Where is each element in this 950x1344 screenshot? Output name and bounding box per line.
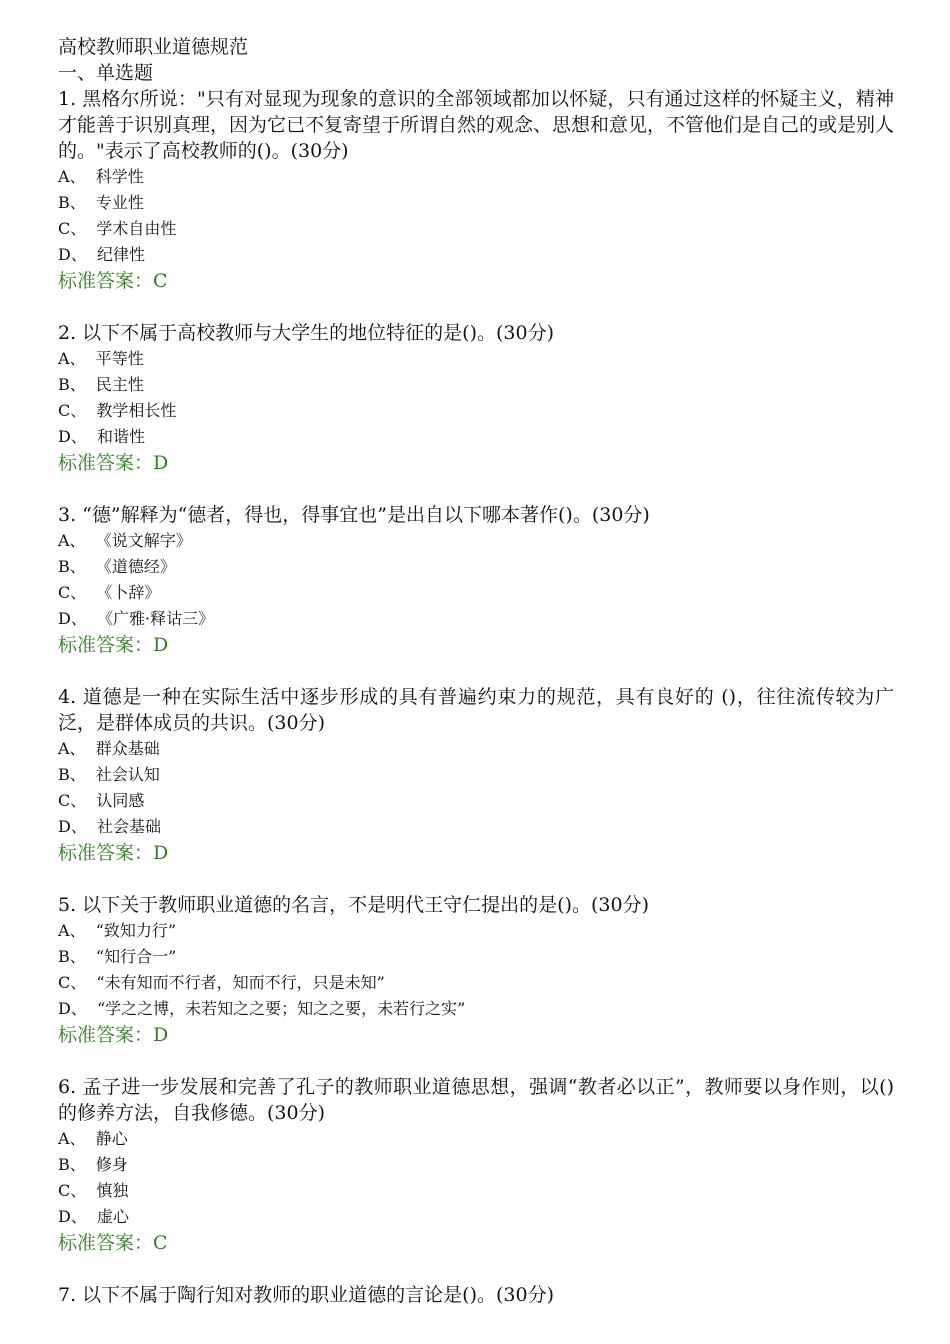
option-b: B、 民主性 [58, 375, 144, 394]
option-a: A、 群众基础 [58, 739, 160, 758]
option-a: A、 “致知力行” [58, 921, 177, 940]
question-stem: 2. 以下不属于高校教师与大学生的地位特征的是()。(30分) [58, 322, 554, 344]
question-1 [58, 86, 894, 294]
question-4 [58, 684, 894, 866]
option-a: A、 《说文解字》 [58, 531, 192, 550]
question-stem: 6. 孟子进一步发展和完善了孔子的教师职业道德思想，强调“教者必以正”，教师要以身作则，以()的修养方法，自我修德。(30分) [58, 1076, 894, 1124]
option-b: B、 “知行合一” [58, 947, 177, 966]
spacer [58, 1048, 894, 1074]
spacer [58, 294, 894, 320]
standard-answer: 标准答案：D [58, 842, 169, 864]
spacer [58, 1256, 894, 1282]
option-c: C、 学术自由性 [58, 219, 177, 238]
standard-answer: 标准答案：D [58, 1024, 169, 1046]
option-b: B、 专业性 [58, 193, 144, 212]
spacer [58, 476, 894, 502]
spacer [58, 658, 894, 684]
document-title: 高校教师职业道德规范 [58, 36, 249, 58]
option-c: C、 《卜辞》 [58, 583, 161, 602]
option-c: C、 教学相长性 [58, 401, 177, 420]
question-stem: 3. “德”解释为“德者，得也，得事宜也”是出自以下哪本著作()。(30分) [58, 504, 650, 526]
question-stem: 7. 以下不属于陶行知对教师的职业道德的言论是()。(30分) [58, 1284, 554, 1306]
option-a: A、 静心 [58, 1129, 128, 1148]
question-3 [58, 502, 894, 658]
option-b: B、 社会认知 [58, 765, 160, 784]
option-d: D、 “学之之博，未若知之之要；知之之要，未若行之实” [58, 999, 466, 1018]
option-a: A、 平等性 [58, 349, 144, 368]
option-d: D、 纪律性 [58, 245, 146, 264]
standard-answer: 标准答案：C [58, 270, 168, 292]
question-5 [58, 892, 894, 1048]
option-d: D、 虚心 [58, 1207, 130, 1226]
option-a: A、 科学性 [58, 167, 144, 186]
question-stem: 1. 黑格尔所说："只有对显现为现象的意识的全部领域都加以怀疑，只有通过这样的怀疑主义，精神才能善于识别真理，因为它已不复寄望于所谓自然的观念、思想和意见，不管他们是自己的或是别人的。"表示了高校教师的()。(30分) [58, 88, 895, 162]
section-title: 一、单选题 [58, 62, 154, 84]
option-d: D、 《广雅·释诂三》 [58, 609, 215, 628]
standard-answer: 标准答案：D [58, 452, 169, 474]
question-stem: 5. 以下关于教师职业道德的名言，不是明代王守仁提出的是()。(30分) [58, 894, 649, 916]
option-c: C、 认同感 [58, 791, 145, 810]
option-b: B、 《道德经》 [58, 557, 176, 576]
option-b: B、 修身 [58, 1155, 128, 1174]
spacer [58, 866, 894, 892]
question-2 [58, 320, 894, 476]
question-stem: 4. 道德是一种在实际生活中逐步形成的具有普遍约束力的规范，具有良好的 ()，往往流传较为广泛，是群体成员的共识。(30分) [58, 686, 894, 734]
question-7 [58, 1282, 894, 1308]
standard-answer: 标准答案：C [58, 1232, 168, 1254]
option-c: C、 “未有知而不行者，知而不行，只是未知” [58, 973, 385, 992]
option-d: D、 社会基础 [58, 817, 162, 836]
option-c: C、 慎独 [58, 1181, 129, 1200]
question-6 [58, 1074, 894, 1256]
standard-answer: 标准答案：D [58, 634, 169, 656]
option-d: D、 和谐性 [58, 427, 146, 446]
